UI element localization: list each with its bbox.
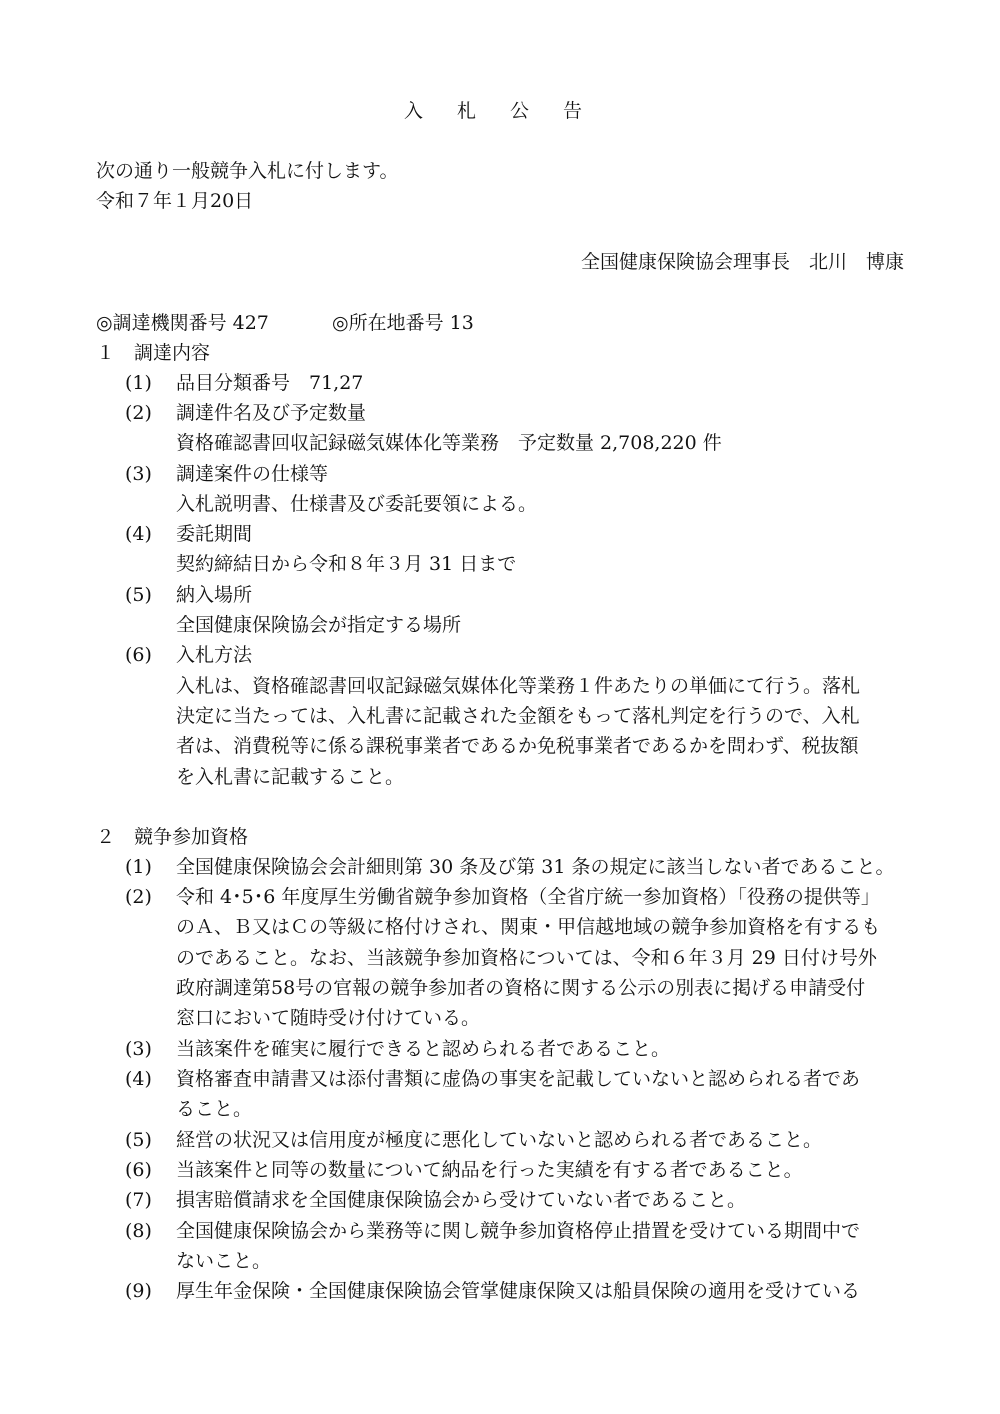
item-number: (3): [125, 463, 152, 485]
item-subtext-line: 者は、消費税等に係る課税事業者であるか免税事業者であるかを問わず、税抜額: [176, 735, 859, 757]
item-text: 入札方法: [176, 644, 253, 666]
item-number: (5): [125, 584, 152, 606]
item-text-line: 全国健康保険協会から業務等に関し競争参加資格停止措置を受けている期間中で: [176, 1220, 861, 1242]
item-number: (5): [125, 1129, 152, 1151]
item-number: (7): [125, 1189, 152, 1211]
item-text: 品目分類番号 71,27: [176, 372, 364, 394]
item-text: 損害賠償請求を全国健康保険協会から受けていない者であること。: [176, 1189, 747, 1211]
intro-text: 次の通り一般競争入札に付します。: [96, 160, 399, 182]
item-number: (1): [125, 372, 152, 394]
item-number: (4): [125, 1068, 152, 1090]
item-number: (3): [125, 1038, 152, 1060]
item-text: 全国健康保険協会会計細則第 30 条及び第 31 条の規定に該当しない者であること。: [176, 856, 895, 878]
item-text-line: 窓口において随時受け付けている。: [176, 1007, 481, 1029]
item-number: (8): [125, 1220, 152, 1242]
item-text: 経営の状況又は信用度が極度に悪化していないと認められる者であること。: [176, 1129, 823, 1151]
item-text-line: ないこと。: [176, 1250, 272, 1272]
item-number: (4): [125, 523, 152, 545]
item-subtext-line: を入札書に記載すること。: [176, 766, 405, 788]
item-text-line: 資格審査申請書又は添付書類に虚偽の事実を記載していないと認められる者であ: [176, 1068, 861, 1090]
section1-heading: １ 調達内容: [96, 342, 211, 364]
item-text: 調達案件の仕様等: [176, 463, 329, 485]
item-subtext: 入札説明書、仕様書及び委託要領による。: [176, 493, 538, 515]
item-text: 当該案件を確実に履行できると認められる者であること。: [176, 1038, 671, 1060]
item-number: (2): [125, 886, 152, 908]
agency-code: ◎調達機関番号 427: [96, 312, 269, 334]
section2-heading: ２ 競争参加資格: [96, 826, 249, 848]
document-title: 入 札 公 告: [403, 100, 597, 122]
item-text: 委託期間: [176, 523, 253, 545]
item-subtext-line: 入札は、資格確認書回収記録磁気媒体化等業務１件あたりの単価にて行う。落札: [176, 675, 861, 697]
item-number: (9): [125, 1280, 152, 1302]
item-text-line: のであること。なお、当該競争参加資格については、令和６年３月 29 日付け号外: [176, 947, 877, 969]
item-subtext-line: 決定に当たっては、入札書に記載された金額をもって落札判定を行うので、入札: [176, 705, 860, 727]
item-text: 当該案件と同等の数量について納品を行った実績を有する者であること。: [176, 1159, 803, 1181]
item-number: (2): [125, 402, 152, 424]
item-subtext: 全国健康保険協会が指定する場所: [176, 614, 462, 636]
issuer-name: 全国健康保険協会理事長 北川 博康: [580, 251, 904, 273]
item-text: 納入場所: [176, 584, 253, 606]
item-number: (6): [125, 1159, 152, 1181]
announcement-date: 令和７年１月20日: [96, 190, 254, 212]
item-subtext: 契約締結日から令和８年３月 31 日まで: [176, 553, 517, 575]
item-number: (1): [125, 856, 152, 878]
item-text-line: ること。: [176, 1098, 253, 1120]
item-number: (6): [125, 644, 152, 666]
item-text: 厚生年金保険・全国健康保険協会管掌健康保険又は船員保険の適用を受けている: [176, 1280, 861, 1302]
item-text-line: 令和 4･5･6 年度厚生労働省競争参加資格（全省庁統一参加資格）「役務の提供等」: [176, 886, 880, 908]
location-code: ◎所在地番号 13: [332, 312, 474, 334]
item-text-line: 政府調達第58号の官報の競争参加者の資格に関する公示の別表に掲げる申請受付: [176, 977, 866, 999]
item-text-line: のＡ、Ｂ又はＣの等級に格付けされ、関東・甲信越地域の競争参加資格を有するも: [176, 916, 881, 938]
item-text: 調達件名及び予定数量: [176, 402, 367, 424]
item-subtext: 資格確認書回収記録磁気媒体化等業務 予定数量 2,708,220 件: [176, 432, 722, 454]
